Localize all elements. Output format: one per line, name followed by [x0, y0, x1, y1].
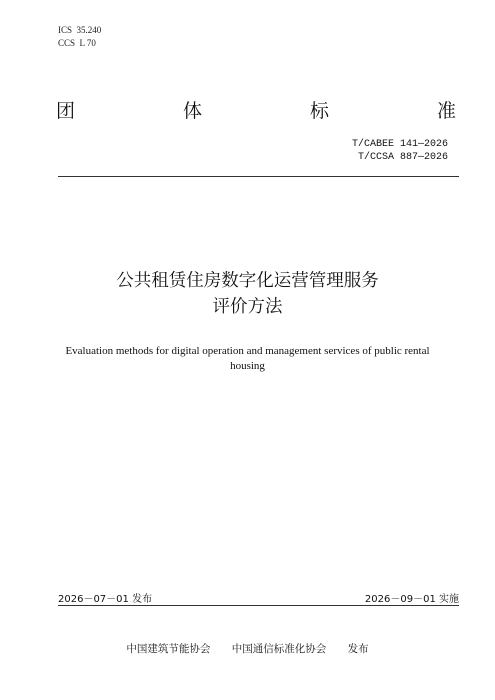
- standard-type-char: 准: [436, 100, 456, 122]
- standard-numbers: [352, 138, 448, 164]
- implement-date: 2026－09－01 实施: [364, 594, 459, 605]
- standard-type-char: 标: [309, 100, 329, 122]
- standard-type-char: 团: [56, 100, 76, 122]
- publisher-line: [0, 641, 495, 656]
- publisher-name: 中国通信标准化协会: [231, 643, 327, 655]
- standard-type-heading: [56, 96, 456, 123]
- publisher-name: 中国建筑节能协会: [126, 643, 211, 655]
- bottom-divider: [58, 605, 459, 606]
- standard-number: T/CCSA 887—2026: [357, 152, 448, 163]
- classification-codes: [58, 24, 101, 50]
- chinese-title: [0, 268, 495, 320]
- ccs-code: CCS L 70: [58, 38, 96, 48]
- standard-number: T/CABEE 141—2026: [351, 139, 448, 150]
- publish-label: 发布: [347, 643, 369, 655]
- date-row: [58, 590, 459, 605]
- release-date: 2026－07－01 发布: [58, 594, 153, 605]
- standard-type-char: 体: [182, 100, 202, 122]
- top-divider: [58, 176, 459, 177]
- chinese-title-line: 公共租赁住房数字化运营管理服务: [116, 271, 379, 291]
- chinese-title-line: 评价方法: [212, 297, 283, 317]
- english-title: Evaluation methods for digital operation and management services of public rental housing: [65, 345, 430, 372]
- ics-code: ICS 35.240: [58, 25, 102, 35]
